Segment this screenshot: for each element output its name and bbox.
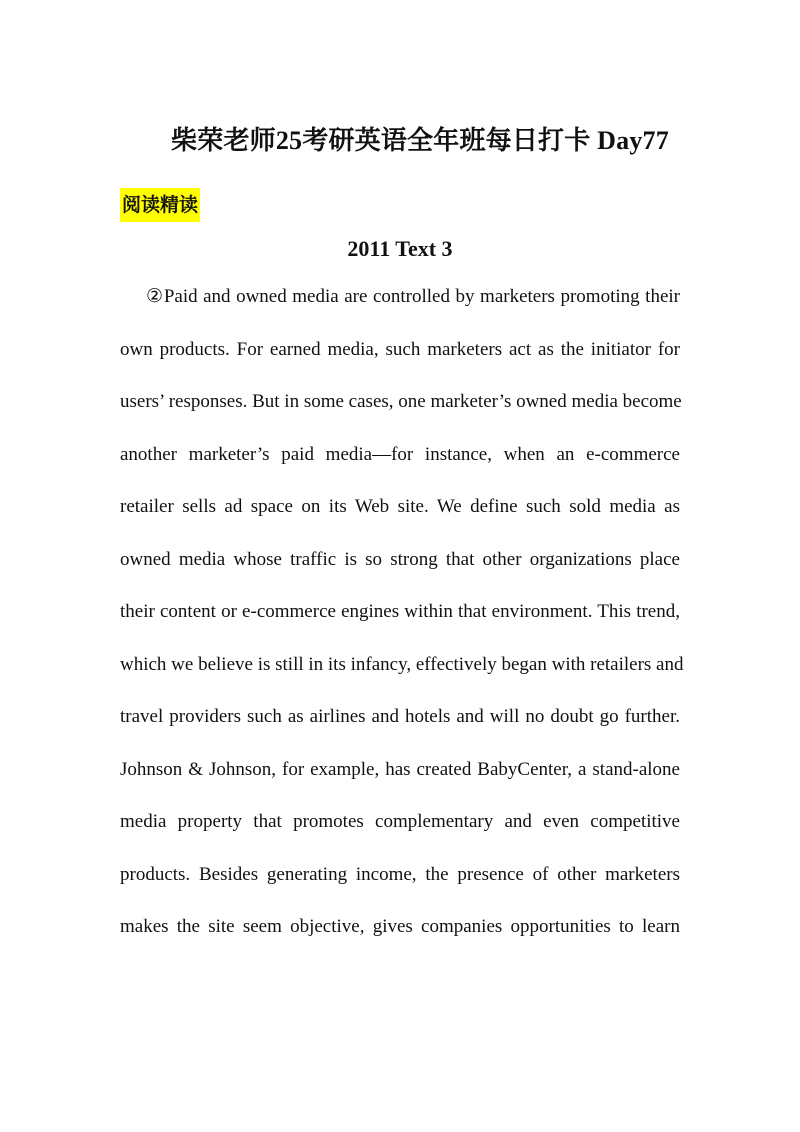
passage-line: travel providers such as airlines and hotels and will no doubt go further. (120, 706, 680, 727)
passage-line: Johnson & Johnson, for example, has created BabyCenter, a stand-alone (120, 758, 680, 780)
passage-line: which we believe is still in its infancy, effectively began with retailers and (120, 653, 684, 675)
passage-line: media property that promotes complementary and even competitive (120, 811, 680, 832)
document-title: 柴荣老师25考研英语全年班每日打卡 Day77 (171, 126, 669, 155)
text-title: 2011 Text 3 (347, 236, 453, 261)
passage-line: their content or e-commerce engines within that environment. This trend, (120, 601, 680, 622)
passage-line: ②Paid and owned media are controlled by marketers promoting their (146, 286, 680, 307)
passage-line: makes the site seem objective, gives companies opportunities to learn (120, 916, 680, 937)
passage-line: retailer sells ad space on its Web site. We define such sold media as (120, 496, 680, 517)
passage-line: owned media whose traffic is so strong that other organizations place (120, 548, 680, 570)
passage-line: products. Besides generating income, the presence of other marketers (120, 863, 680, 885)
passage-line: another marketer’s paid media—for instance, when an e-commerce (120, 443, 680, 465)
passage-paragraph (120, 280, 684, 963)
passage-line: own products. For earned media, such marketers act as the initiator for (120, 338, 680, 360)
passage-line: users’ responses. But in some cases, one marketer’s owned media become (120, 391, 682, 412)
section-tag-highlight: 阅读精读 (120, 188, 200, 222)
